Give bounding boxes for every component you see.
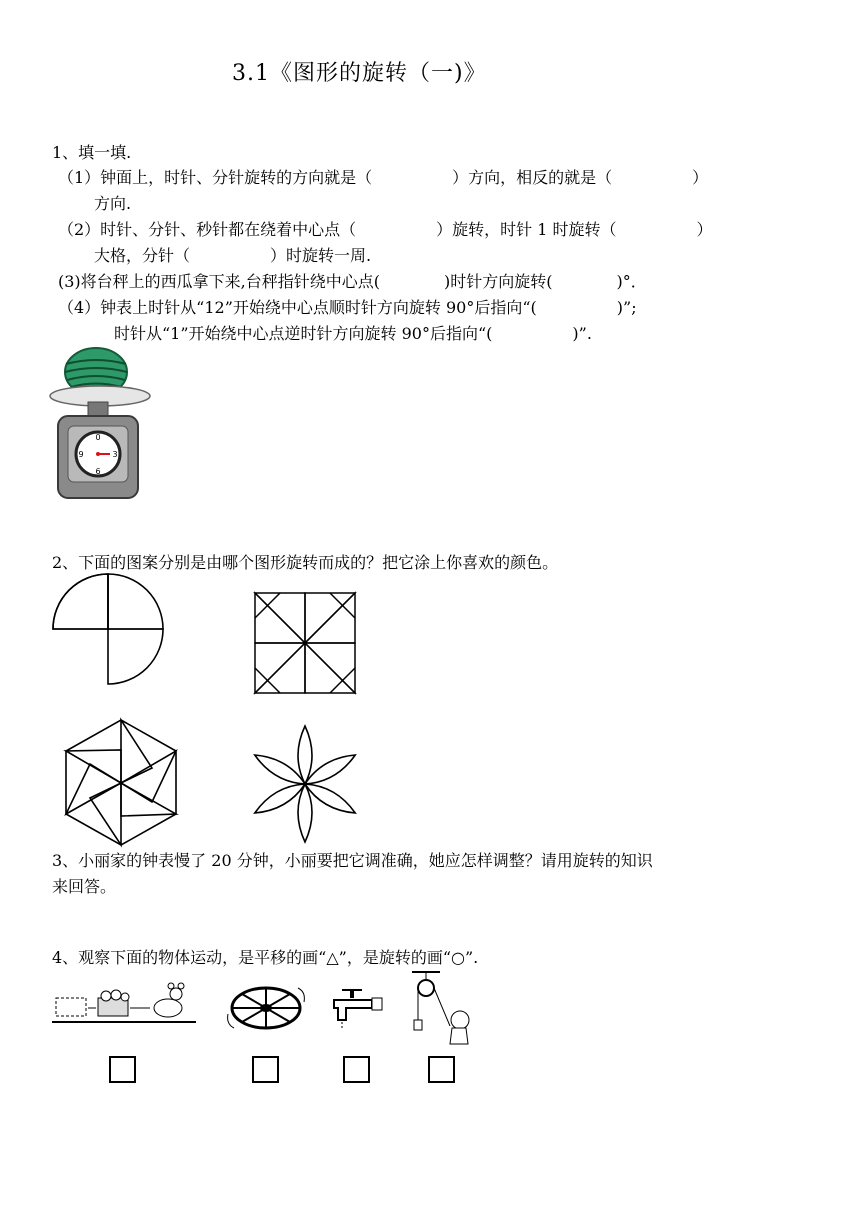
hexagon-pinwheel-pattern xyxy=(56,718,186,848)
q1-line-2: 方向. xyxy=(94,194,132,213)
q1-line-6: （4）钟表上时针从“12”开始绕中心点顺时针方向旋转 90°后指向“( )”; xyxy=(58,298,637,317)
x-shape-pattern xyxy=(250,588,360,698)
q1-line-4: 大格，分针（ ）时旋转一周. xyxy=(94,246,372,265)
q3-line-1: 3、小丽家的钟表慢了 20 分钟，小丽要把它调准确，她应怎样调整？请用旋转的知识 xyxy=(52,851,653,870)
water-tap-image xyxy=(332,982,384,1032)
steering-wheel-image xyxy=(224,984,308,1034)
q3-line-2: 来回答。 xyxy=(52,877,117,896)
pulley-image xyxy=(410,970,474,1050)
q4-heading: 4、观察下面的物体运动，是平移的画“△”，是旋转的画“○”. xyxy=(52,948,479,967)
q2-heading: 2、下面的图案分别是由哪个图形旋转而成的？把它涂上你喜欢的颜色。 xyxy=(52,553,559,572)
dial-left-mark: 9 xyxy=(78,450,84,459)
answer-box-1[interactable] xyxy=(109,1056,136,1083)
cart-pulling-image xyxy=(50,978,200,1028)
answer-box-2[interactable] xyxy=(252,1056,279,1083)
answer-box-3[interactable] xyxy=(343,1056,370,1083)
q1-heading: 1、填一填. xyxy=(52,143,132,162)
dial-right-mark: 3 xyxy=(112,450,118,459)
scale-with-watermelon-image xyxy=(48,344,158,504)
q1-line-1: （1）钟面上，时针、分针旋转的方向就是（ ）方向，相反的就是（ ） xyxy=(58,168,709,187)
q1-line-7: 时针从“1”开始绕中心点逆时针方向旋转 90°后指向“( )”. xyxy=(114,324,592,343)
dial-top-mark: 0 xyxy=(95,433,101,442)
dial-bottom-mark: 6 xyxy=(95,467,101,476)
q1-line-3: （2）时针、分针、秒针都在绕着中心点（ ）旋转，时针 1 时旋转（ ） xyxy=(58,220,713,239)
flower-pattern xyxy=(240,724,370,844)
answer-box-4[interactable] xyxy=(428,1056,455,1083)
page-title: 3.1《图形的旋转（一)》 xyxy=(232,61,487,86)
pinwheel-pattern xyxy=(50,574,170,694)
q1-line-5: (3)将台秤上的西瓜拿下来,台秤指针绕中心点( )时针方向旋转( )°． xyxy=(58,272,647,291)
